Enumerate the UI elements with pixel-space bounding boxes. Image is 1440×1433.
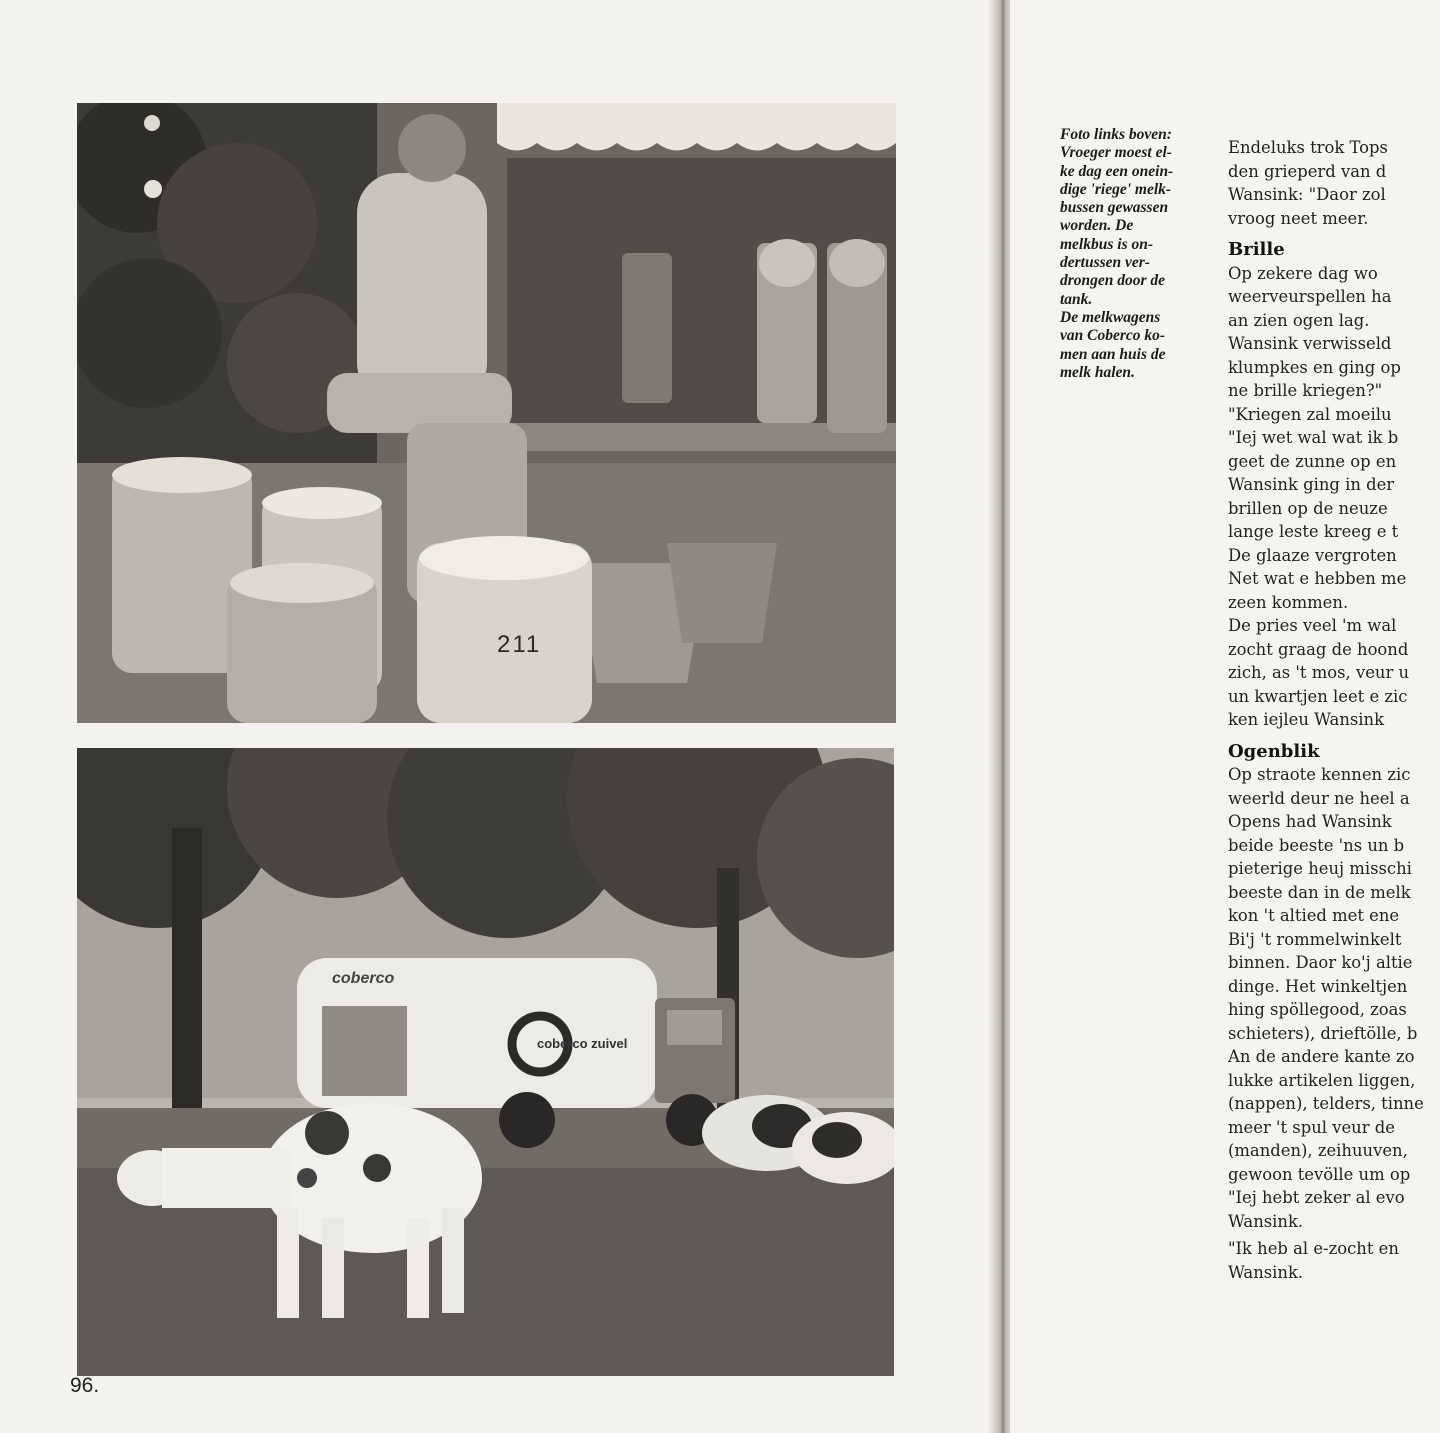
caption-line: van Coberco ko-: [1060, 327, 1166, 345]
article-line: schieters), drieftölle, b: [1228, 1023, 1418, 1043]
caption-line: tank.: [1060, 290, 1093, 308]
article-line: klumpkes en ging op: [1228, 357, 1401, 377]
article-line: zeen kommen.: [1228, 592, 1349, 612]
caption-line: De melkwagens: [1060, 308, 1161, 326]
article-body: [1228, 136, 1440, 1284]
article-line: "Ik heb al e-zocht en: [1228, 1239, 1399, 1258]
article-block-3: [1228, 763, 1440, 1233]
article-line: zocht graag de hoond: [1228, 639, 1409, 659]
article-block-4: [1228, 1237, 1440, 1284]
article-line: Wansink.: [1228, 1262, 1304, 1282]
article-line: Wansink verwisseld: [1228, 334, 1392, 353]
caption-line: dige 'riege' melk-: [1060, 180, 1172, 198]
caption-line: Vroeger moest el-: [1060, 144, 1172, 162]
section-heading-ogenblik: Ogenblik: [1228, 740, 1320, 762]
caption-line: dertussen ver-: [1060, 254, 1150, 272]
article-line: Opens had Wansink: [1228, 812, 1392, 831]
caption-line: Foto links boven:: [1060, 126, 1172, 143]
article-line: De pries veel 'm wal: [1228, 616, 1397, 635]
article-block-1: [1228, 136, 1440, 230]
article-line: Op straote kennen zic: [1228, 765, 1411, 784]
article-line: An de andere kante zo: [1228, 1047, 1415, 1066]
article-line: Net wat e hebben me: [1228, 569, 1407, 588]
caption-line: melkbus is on-: [1060, 235, 1154, 253]
article-line: beide beeste 'ns un b: [1228, 835, 1405, 855]
article-line: an zien ogen lag.: [1228, 310, 1370, 330]
article-line: vroog neet meer.: [1228, 208, 1369, 228]
section-heading-brille: Brille: [1228, 239, 1285, 260]
article-line: Endeluks trok Tops: [1228, 138, 1388, 157]
article-line: "Kriegen zal moeilu: [1228, 404, 1392, 424]
article-line: ne brille kriegen?": [1228, 381, 1383, 400]
article-line: dinge. Het winkeltjen: [1228, 976, 1408, 996]
caption-line: melk halen.: [1060, 363, 1135, 381]
article-line: "Iej wet wal wat ik b: [1228, 428, 1399, 447]
caption-line: bussen gewassen: [1060, 199, 1169, 217]
article-line: un kwartjen leet e zic: [1228, 686, 1408, 706]
article-line: lange leste kreeg e t: [1228, 522, 1399, 541]
caption-line: ke dag een onein-: [1060, 162, 1174, 180]
article-line: lukke artikelen liggen,: [1228, 1070, 1416, 1090]
article-line: Wansink ging in der: [1228, 475, 1395, 494]
article-line: zich, as 't mos, veur u: [1228, 663, 1410, 682]
article-line: meer 't spul veur de: [1228, 1117, 1395, 1137]
article-line: Wansink: "Daor zol: [1228, 185, 1386, 204]
caption-line: worden. De: [1060, 217, 1134, 235]
milk-truck-illustration: [77, 748, 894, 1376]
article-line: ken iejleu Wansink: [1228, 710, 1385, 729]
milk-cans-illustration: [77, 103, 896, 723]
article-line: weerld deur ne heel a: [1228, 788, 1410, 808]
article-line: binnen. Daor ko'j altie: [1228, 953, 1413, 972]
article-line: hing spöllegood, zoas: [1228, 1000, 1407, 1019]
article-line: De glaaze vergroten: [1228, 545, 1397, 565]
article-line: (manden), zeihuuven,: [1228, 1141, 1408, 1160]
photo-milk-cans: [77, 103, 896, 723]
article-block-2: [1228, 262, 1440, 732]
article-line: geet de zunne op en: [1228, 451, 1397, 471]
article-line: den grieperd van d: [1228, 161, 1387, 181]
article-line: kon 't altied met ene: [1228, 906, 1400, 925]
article-line: Bi'j 't rommelwinkelt: [1228, 929, 1402, 949]
photo-caption: [1060, 126, 1212, 382]
article-line: weerveurspellen ha: [1228, 287, 1392, 306]
article-line: beeste dan in de melk: [1228, 882, 1411, 902]
truck-brand-label: coberco: [332, 970, 395, 987]
page-number: 96.: [70, 1374, 100, 1397]
article-line: "Iej hebt zeker al evo: [1228, 1188, 1405, 1207]
caption-line: drongen door de: [1060, 272, 1166, 290]
can-number-label: 211: [497, 631, 542, 658]
article-line: (nappen), telders, tinne: [1228, 1094, 1424, 1113]
truck-side-label: coberco zuivel: [537, 1036, 628, 1051]
article-line: pieterige heuj misschi: [1228, 859, 1412, 878]
caption-line: men aan huis de: [1060, 345, 1166, 363]
article-line: gewoon tevölle um op: [1228, 1164, 1411, 1184]
article-line: Op zekere dag wo: [1228, 263, 1378, 283]
article-line: Wansink.: [1228, 1211, 1304, 1231]
article-line: brillen op de neuze: [1228, 498, 1388, 518]
photo-milk-truck: [77, 748, 894, 1376]
